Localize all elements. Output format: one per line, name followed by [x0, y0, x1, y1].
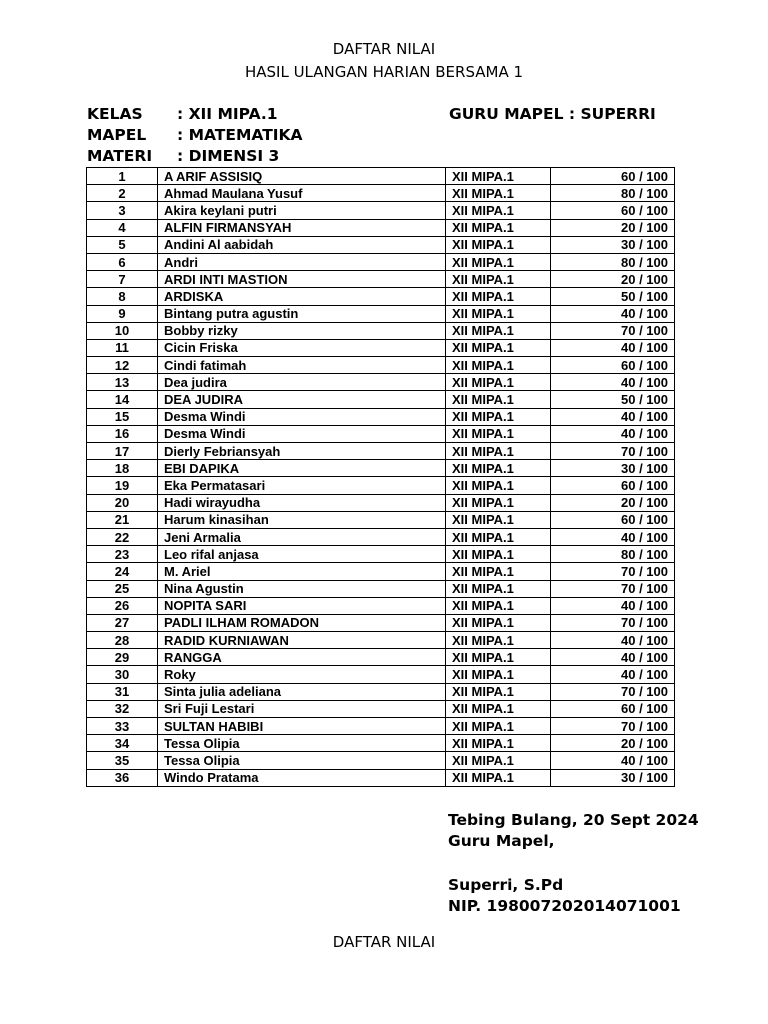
kelas-value: : XII MIPA.1 [177, 105, 278, 123]
student-score: 60 / 100 [551, 477, 675, 494]
student-name: NOPITA SARI [158, 597, 446, 614]
student-class: XII MIPA.1 [446, 253, 551, 270]
student-score: 40 / 100 [551, 597, 675, 614]
row-number: 35 [87, 752, 158, 769]
table-row [87, 683, 675, 700]
row-number: 36 [87, 769, 158, 786]
student-score: 40 / 100 [551, 339, 675, 356]
student-class: XII MIPA.1 [446, 752, 551, 769]
table-row [87, 391, 675, 408]
table-row [87, 563, 675, 580]
student-name: A ARIF ASSISIQ [158, 168, 446, 185]
student-class: XII MIPA.1 [446, 219, 551, 236]
row-number: 9 [87, 305, 158, 322]
table-row [87, 649, 675, 666]
student-score: 40 / 100 [551, 305, 675, 322]
student-class: XII MIPA.1 [446, 391, 551, 408]
table-row [87, 288, 675, 305]
student-name: Harum kinasihan [158, 511, 446, 528]
student-class: XII MIPA.1 [446, 528, 551, 545]
student-name: ARDISKA [158, 288, 446, 305]
student-score: 70 / 100 [551, 322, 675, 339]
student-name: Andini Al aabidah [158, 236, 446, 253]
footer-title: DAFTAR NILAI [332, 933, 436, 951]
student-score: 80 / 100 [551, 546, 675, 563]
student-class: XII MIPA.1 [446, 460, 551, 477]
student-name: Tessa Olipia [158, 735, 446, 752]
student-class: XII MIPA.1 [446, 649, 551, 666]
row-number: 14 [87, 391, 158, 408]
row-number: 25 [87, 580, 158, 597]
student-score: 20 / 100 [551, 735, 675, 752]
table-row [87, 322, 675, 339]
student-score: 60 / 100 [551, 168, 675, 185]
row-number: 5 [87, 236, 158, 253]
table-row [87, 511, 675, 528]
student-name: EBI DAPIKA [158, 460, 446, 477]
student-class: XII MIPA.1 [446, 185, 551, 202]
student-name: Sinta julia adeliana [158, 683, 446, 700]
student-score: 40 / 100 [551, 666, 675, 683]
student-class: XII MIPA.1 [446, 202, 551, 219]
row-number: 32 [87, 700, 158, 717]
table-row [87, 597, 675, 614]
student-name: Sri Fuji Lestari [158, 700, 446, 717]
student-class: XII MIPA.1 [446, 683, 551, 700]
student-class: XII MIPA.1 [446, 374, 551, 391]
row-number: 8 [87, 288, 158, 305]
student-score: 40 / 100 [551, 425, 675, 442]
table-row [87, 357, 675, 374]
student-class: XII MIPA.1 [446, 477, 551, 494]
table-row [87, 253, 675, 270]
table-row [87, 425, 675, 442]
signature-nip: NIP. 198007202014071001 [448, 897, 681, 915]
student-score: 70 / 100 [551, 683, 675, 700]
student-name: Leo rifal anjasa [158, 546, 446, 563]
row-number: 19 [87, 477, 158, 494]
table-row [87, 339, 675, 356]
row-number: 22 [87, 528, 158, 545]
student-class: XII MIPA.1 [446, 443, 551, 460]
student-class: XII MIPA.1 [446, 271, 551, 288]
page-title: DAFTAR NILAI [332, 40, 436, 58]
row-number: 30 [87, 666, 158, 683]
student-score: 50 / 100 [551, 288, 675, 305]
student-name: PADLI ILHAM ROMADON [158, 614, 446, 631]
row-number: 26 [87, 597, 158, 614]
info-materi [87, 147, 279, 165]
student-class: XII MIPA.1 [446, 408, 551, 425]
student-score: 40 / 100 [551, 649, 675, 666]
row-number: 4 [87, 219, 158, 236]
materi-value: : DIMENSI 3 [177, 147, 280, 165]
grades-table-body [87, 168, 675, 787]
row-number: 15 [87, 408, 158, 425]
row-number: 6 [87, 253, 158, 270]
student-class: XII MIPA.1 [446, 546, 551, 563]
info-guru: GURU MAPEL : SUPERRI [449, 105, 656, 123]
table-row [87, 700, 675, 717]
student-score: 60 / 100 [551, 202, 675, 219]
student-class: XII MIPA.1 [446, 322, 551, 339]
page-subtitle: HASIL ULANGAN HARIAN BERSAMA 1 [244, 63, 524, 81]
table-row [87, 769, 675, 786]
table-row [87, 666, 675, 683]
student-name: Akira keylani putri [158, 202, 446, 219]
row-number: 34 [87, 735, 158, 752]
table-row [87, 168, 675, 185]
row-number: 3 [87, 202, 158, 219]
student-class: XII MIPA.1 [446, 288, 551, 305]
student-class: XII MIPA.1 [446, 597, 551, 614]
student-class: XII MIPA.1 [446, 168, 551, 185]
table-row [87, 546, 675, 563]
student-score: 70 / 100 [551, 580, 675, 597]
table-row [87, 460, 675, 477]
student-score: 40 / 100 [551, 408, 675, 425]
student-name: ALFIN FIRMANSYAH [158, 219, 446, 236]
student-name: Desma Windi [158, 408, 446, 425]
row-number: 10 [87, 322, 158, 339]
table-row [87, 236, 675, 253]
row-number: 18 [87, 460, 158, 477]
student-name: Ahmad Maulana Yusuf [158, 185, 446, 202]
row-number: 1 [87, 168, 158, 185]
table-row [87, 443, 675, 460]
table-row [87, 632, 675, 649]
table-row [87, 408, 675, 425]
row-number: 13 [87, 374, 158, 391]
student-score: 60 / 100 [551, 511, 675, 528]
student-score: 30 / 100 [551, 236, 675, 253]
student-class: XII MIPA.1 [446, 563, 551, 580]
student-name: Nina Agustin [158, 580, 446, 597]
student-score: 40 / 100 [551, 528, 675, 545]
student-score: 70 / 100 [551, 718, 675, 735]
table-row [87, 219, 675, 236]
student-class: XII MIPA.1 [446, 511, 551, 528]
signature-place-date: Tebing Bulang, 20 Sept 2024 [448, 811, 699, 829]
student-class: XII MIPA.1 [446, 614, 551, 631]
student-name: DEA JUDIRA [158, 391, 446, 408]
signature-role: Guru Mapel, [448, 832, 555, 850]
row-number: 20 [87, 494, 158, 511]
table-row [87, 614, 675, 631]
table-row [87, 374, 675, 391]
table-row [87, 477, 675, 494]
student-score: 20 / 100 [551, 494, 675, 511]
table-row [87, 185, 675, 202]
student-name: Andri [158, 253, 446, 270]
student-score: 30 / 100 [551, 460, 675, 477]
row-number: 21 [87, 511, 158, 528]
student-name: RADID KURNIAWAN [158, 632, 446, 649]
student-score: 60 / 100 [551, 700, 675, 717]
student-name: Bobby rizky [158, 322, 446, 339]
row-number: 24 [87, 563, 158, 580]
row-number: 28 [87, 632, 158, 649]
student-class: XII MIPA.1 [446, 236, 551, 253]
table-row [87, 494, 675, 511]
row-number: 29 [87, 649, 158, 666]
student-score: 40 / 100 [551, 632, 675, 649]
student-name: Tessa Olipia [158, 752, 446, 769]
table-row [87, 528, 675, 545]
row-number: 27 [87, 614, 158, 631]
row-number: 23 [87, 546, 158, 563]
student-name: RANGGA [158, 649, 446, 666]
row-number: 2 [87, 185, 158, 202]
student-class: XII MIPA.1 [446, 632, 551, 649]
student-score: 30 / 100 [551, 769, 675, 786]
row-number: 7 [87, 271, 158, 288]
student-name: M. Ariel [158, 563, 446, 580]
student-name: Hadi wirayudha [158, 494, 446, 511]
info-kelas [87, 105, 278, 123]
student-name: Cindi fatimah [158, 357, 446, 374]
student-class: XII MIPA.1 [446, 580, 551, 597]
student-score: 70 / 100 [551, 563, 675, 580]
student-class: XII MIPA.1 [446, 769, 551, 786]
student-name: Eka Permatasari [158, 477, 446, 494]
row-number: 31 [87, 683, 158, 700]
info-mapel [87, 126, 303, 144]
student-class: XII MIPA.1 [446, 718, 551, 735]
row-number: 11 [87, 339, 158, 356]
table-row [87, 580, 675, 597]
signature-name: Superri, S.Pd [448, 876, 564, 894]
table-row [87, 752, 675, 769]
student-name: Dea judira [158, 374, 446, 391]
student-score: 40 / 100 [551, 752, 675, 769]
row-number: 16 [87, 425, 158, 442]
table-row [87, 735, 675, 752]
materi-label: MATERI [87, 147, 153, 165]
student-score: 40 / 100 [551, 374, 675, 391]
student-name: ARDI INTI MASTION [158, 271, 446, 288]
student-score: 50 / 100 [551, 391, 675, 408]
student-name: Jeni Armalia [158, 528, 446, 545]
student-score: 20 / 100 [551, 219, 675, 236]
student-name: Dierly Febriansyah [158, 443, 446, 460]
kelas-label: KELAS [87, 105, 143, 123]
grades-table [86, 167, 675, 787]
student-name: SULTAN HABIBI [158, 718, 446, 735]
student-name: Roky [158, 666, 446, 683]
row-number: 17 [87, 443, 158, 460]
student-class: XII MIPA.1 [446, 666, 551, 683]
student-name: Windo Pratama [158, 769, 446, 786]
student-class: XII MIPA.1 [446, 735, 551, 752]
table-row [87, 718, 675, 735]
student-score: 60 / 100 [551, 357, 675, 374]
row-number: 33 [87, 718, 158, 735]
row-number: 12 [87, 357, 158, 374]
student-score: 80 / 100 [551, 253, 675, 270]
student-class: XII MIPA.1 [446, 700, 551, 717]
table-row [87, 271, 675, 288]
mapel-label: MAPEL [87, 126, 147, 144]
mapel-value: : MATEMATIKA [177, 126, 303, 144]
student-class: XII MIPA.1 [446, 339, 551, 356]
student-score: 80 / 100 [551, 185, 675, 202]
student-class: XII MIPA.1 [446, 305, 551, 322]
student-class: XII MIPA.1 [446, 425, 551, 442]
student-class: XII MIPA.1 [446, 494, 551, 511]
table-row [87, 202, 675, 219]
student-class: XII MIPA.1 [446, 357, 551, 374]
table-row [87, 305, 675, 322]
student-name: Bintang putra agustin [158, 305, 446, 322]
student-score: 70 / 100 [551, 443, 675, 460]
student-name: Desma Windi [158, 425, 446, 442]
student-name: Cicin Friska [158, 339, 446, 356]
student-score: 70 / 100 [551, 614, 675, 631]
student-score: 20 / 100 [551, 271, 675, 288]
